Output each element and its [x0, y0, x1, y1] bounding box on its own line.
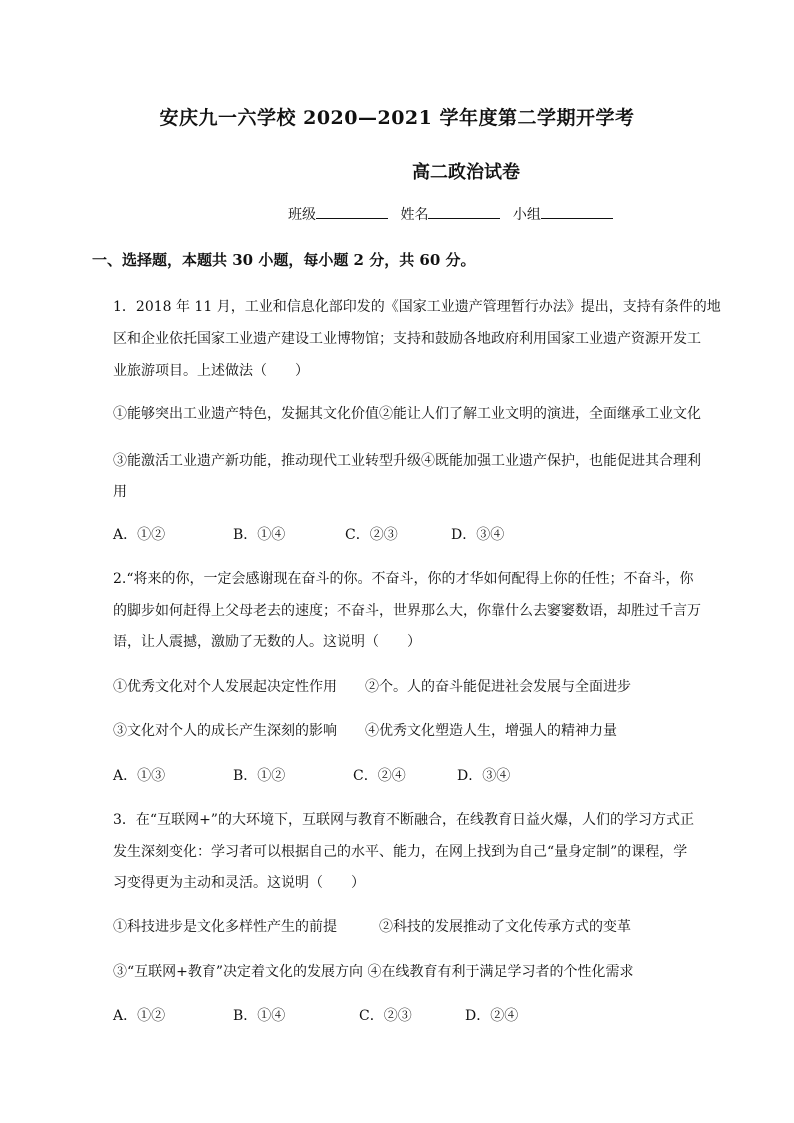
option-b[interactable]: B．①②	[233, 768, 286, 784]
question-statement-line: ①科技进步是文化多样性产生的前提 ②科技的发展推动了文化传承方式的变革	[113, 919, 631, 935]
question-stem-line: 2.“将来的你，一定会感谢现在奋斗的你。不奋斗，你的才华如何配得上你的任性；不奋斗，你	[113, 571, 694, 587]
question-statement-line: ③“互联网+教育”决定着文化的发展方向 ④在线教育有利于满足学习者的个性化需求	[113, 964, 634, 980]
option-c[interactable]: C．②③	[345, 527, 398, 543]
class-blank[interactable]	[316, 204, 388, 219]
option-d[interactable]: D．③④	[457, 768, 511, 784]
option-a[interactable]: A．①③	[113, 768, 166, 784]
question-statement-line: ①能够突出工业遗产特色，发掘其文化价值②能让人们了解工业文明的演进，全面继承工业文化	[113, 406, 701, 422]
question-stem-line: 3．在“互联网+”的大环境下，互联网与教育不断融合，在线教育日益火爆，人们的学习方式正	[113, 812, 694, 828]
section-heading: 一、选择题，本题共 30 小题，每小题 2 分，共 60 分。	[92, 251, 476, 269]
question-stem-line: 发生深刻变化：学习者可以根据自己的水平、能力，在网上找到为自己“量身定制”的课程，学	[113, 844, 688, 860]
group-blank[interactable]	[541, 204, 613, 219]
question-stem-line: 1．2018 年 11 月，工业和信息化部印发的《国家工业遗产管理暂行办法》提出，支持有条件的地	[113, 299, 721, 315]
question-stem-line: 区和企业依托国家工业遗产建设工业博物馆；支持和鼓励各地政府利用国家工业遗产资源开发工	[113, 331, 701, 347]
exam-subtitle: 高二政治试卷	[412, 162, 520, 183]
option-d[interactable]: D．②④	[465, 1008, 519, 1024]
question-statement-line: ①优秀文化对个人发展起决定性作用 ②个。人的奋斗能促进社会发展与全面进步	[113, 679, 631, 695]
question-stem-line: 习变得更为主动和灵活。这说明（ ）	[113, 875, 365, 891]
class-label: 班级	[288, 207, 316, 223]
option-d[interactable]: D．③④	[451, 527, 505, 543]
question-statement-line: ③文化对个人的成长产生深刻的影响 ④优秀文化塑造人生，增强人的精神力量	[113, 723, 617, 739]
question-stem-line: 的脚步如何赶得上父母老去的速度；不奋斗，世界那么大，你靠什么去窭窭数语，却胜过千言万	[113, 603, 701, 619]
option-a[interactable]: A．①②	[113, 527, 166, 543]
question-stem-line: 语，让人震撼，激励了无数的人。这说明（ ）	[113, 634, 421, 650]
question-statement-line: ③能激活工业遗产新功能，推动现代工业转型升级④既能加强工业遗产保护，也能促进其合理利	[113, 453, 701, 469]
question-stem-line: 业旅游项目。上述做法（ ）	[113, 363, 309, 379]
exam-title: 安庆九一六学校 2020—2021 学年度第二学期开学考	[159, 107, 635, 129]
name-blank[interactable]	[428, 204, 500, 219]
option-b[interactable]: B．①④	[233, 1008, 286, 1024]
option-a[interactable]: A．①②	[113, 1008, 166, 1024]
option-c[interactable]: C．②④	[353, 768, 406, 784]
group-label: 小组	[512, 207, 541, 223]
question-statement-line: 用	[113, 484, 127, 500]
option-c[interactable]: C．②③	[359, 1008, 412, 1024]
option-b[interactable]: B．①④	[233, 527, 286, 543]
student-info-fields	[288, 204, 613, 224]
name-label: 姓名	[400, 207, 429, 223]
